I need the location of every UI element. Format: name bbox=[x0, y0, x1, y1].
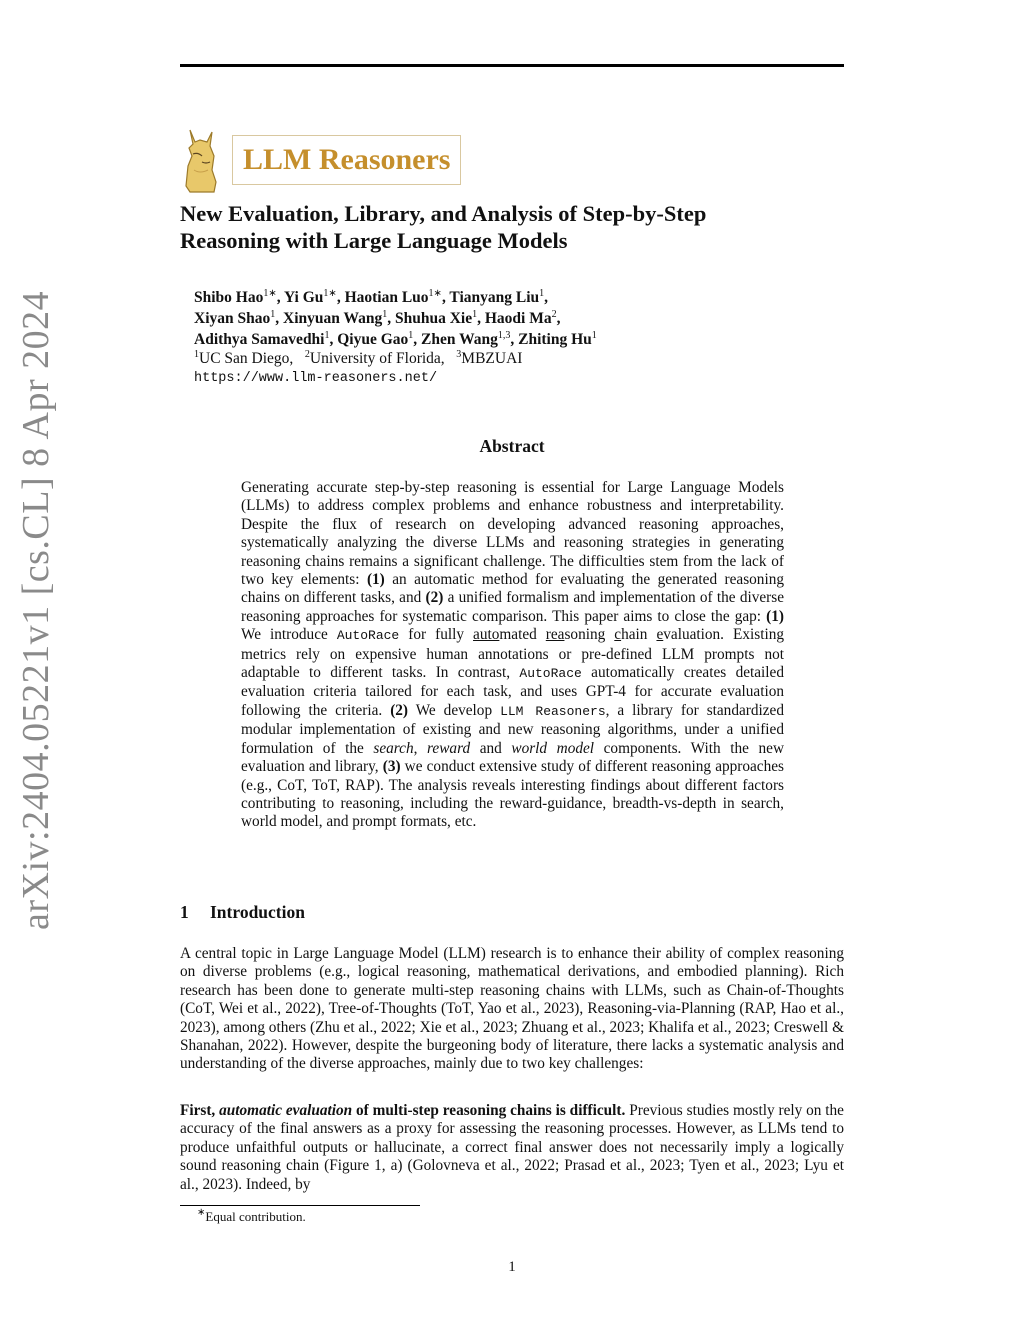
author-line-1: Shibo Hao$^{1∗}$, Yi $Gu^{1∗}$, Haotian Luo$^{1∗}$, Tianyang Liu$^1$, bbox=[194, 288, 549, 306]
section-number: 1 bbox=[180, 902, 189, 922]
author: Zhiting Hu bbox=[518, 331, 592, 348]
author-sup: 1∗ bbox=[323, 288, 337, 299]
intro-paragraph-1: A central topic in Large Language Model (LLM) research is to enhance their ability of complex reasoning on diverse problems (e.g., logical reasoning, mathematical derivations, and embodied planning). Rich research has been done to generate multi-step reasoning chains with LLMs, such as Chain-of-Thoughts (CoT, Wei et al., 2022), Tree-of-Thoughts (ToT, Yao et al., 2023), Reasoning-via-Planning (RAP, Hao et al., 2023), among others (Zhu et al., 2022; Xie et al., 2023; Zhuang et al., 2023; Khalifa et al., 2023; Creswell & Shanahan, 2022). However, despite the burgeoning body of literature, there lacks a systematic analysis and understanding of the diverse approaches, mainly due to two key challenges: bbox=[180, 945, 844, 1073]
author-line-2: Xiyan Shao$^1$, Xinyuan Wang$^1$, Shuhua Xie$^1$, Haodi Ma$^2$, bbox=[194, 309, 561, 327]
title-line-1: New Evaluation, Library, and Analysis of Step-by-Step bbox=[180, 201, 707, 226]
title-line-2: Reasoning with Large Language Models bbox=[180, 228, 568, 253]
author: Tianyang Liu bbox=[449, 289, 540, 306]
affil-sup: 3 bbox=[456, 349, 462, 360]
abstract-body: Generating accurate step-by-step reasoning is essential for Large Language Models (LLMs) to address complex problems and enhance robustness and interpretability. Despite the flux of research on developing advanced reasoning approaches, systematically analyzing the diverse LLMs and reasoning strategies in generating reasoning chains remains a significant challenge. The difficulties stem from the lack of two key elements: (1) an automatic method for evaluating the generated reasoning chains on different tasks, and (2) a unified formalism and implementation of the diverse reasoning approaches for systematic comparison. This paper aims to close the gap: (1) We introduce AutoRace for fully automated reasoning chain evaluation. Existing metrics rely on expensive human annotations or pre-defined LLM prompts not adaptable to different tasks. In contrast, AutoRace automatically creates detailed evaluation criteria tailored for each task, and uses GPT-4 for accurate evaluation following the criteria. (2) We develop LLM Reasoners, a library for standardized modular implementation of existing and new reasoning algorithms, under a unified formulation of the search, reward and world model components. With the new evaluation and library, (3) we conduct extensive study of different reasoning approaches (e.g., CoT, ToT, RAP). The analysis reveals interesting findings about different factors contributing to reasoning, including the reward-guidance, breadth-vs-depth in search, world model, and prompt formats, etc. bbox=[241, 479, 785, 831]
author: Haodi Ma bbox=[484, 310, 552, 327]
author-sup: 1∗ bbox=[263, 288, 277, 299]
intro-paragraph-2: First, automatic evaluation of multi-step reasoning chains is difficult. Previous studies mostly rely on the accuracy of the final answers as a proxy for assessing the reasoning processes. However, as LLMs tend to produce unfaithful outputs or hallucinate, a correct final answer does not necessarily imply a logically sound reasoning chain (Figure 1, a) (Golovneva et al., 2022; Prasad et al., 2023; Tyen et al., 2023; Lyu et al., 2023). Indeed, by bbox=[180, 1102, 844, 1193]
abstract-heading: Abstract bbox=[479, 436, 545, 456]
llama-icon bbox=[180, 126, 222, 194]
author-sup: 1 bbox=[539, 288, 545, 299]
author-sup: 1 bbox=[472, 309, 478, 320]
top-rule bbox=[180, 64, 844, 67]
author: Xinyuan Wang bbox=[283, 310, 383, 327]
affiliation: MBZUAI bbox=[461, 350, 523, 367]
footnote bbox=[197, 1209, 306, 1225]
author-line-3: Adithya Samavedhi$^1$, Qiyue Gao$^1$, Zhen Wang$^{1,3}$, Zhiting Hu$^1$ bbox=[194, 330, 597, 348]
logo bbox=[180, 130, 461, 190]
author: Adithya Samavedhi bbox=[194, 331, 325, 348]
affil-sup: 1 bbox=[194, 349, 199, 360]
author: Xiyan Shao bbox=[194, 310, 271, 327]
logo-wordmark: LLM Reasoners bbox=[243, 143, 451, 176]
paper-title bbox=[180, 200, 844, 254]
section-heading bbox=[180, 902, 305, 923]
author-list bbox=[194, 287, 834, 350]
footnote-text: Equal contribution. bbox=[205, 1209, 306, 1224]
affiliation: UC San Diego, bbox=[199, 350, 294, 367]
author-sup: 1 bbox=[382, 309, 388, 320]
footnote-mark: ∗ bbox=[197, 1207, 206, 1218]
page-number: 1 bbox=[508, 1259, 516, 1275]
author-sup: 1,3 bbox=[497, 330, 511, 341]
affiliation: University of Florida, bbox=[309, 350, 445, 367]
author: Shibo Hao bbox=[194, 289, 264, 306]
author-sup: 2 bbox=[551, 309, 557, 320]
author-sup: 1 bbox=[591, 330, 597, 341]
affiliations bbox=[194, 350, 522, 368]
footnote-rule bbox=[180, 1205, 420, 1206]
author: Yi Gu bbox=[283, 289, 324, 306]
author-sup: 1∗ bbox=[428, 288, 442, 299]
project-url[interactable]: https://www.llm-reasoners.net/ bbox=[194, 371, 438, 386]
author-sup: 1 bbox=[408, 330, 414, 341]
author-sup: 1 bbox=[324, 330, 330, 341]
affil-sup: 2 bbox=[304, 349, 310, 360]
author-sup: 1 bbox=[270, 309, 276, 320]
author: Qiyue Gao bbox=[337, 331, 409, 348]
logo-wordmark-box bbox=[232, 135, 461, 185]
section-title: Introduction bbox=[210, 902, 305, 922]
author: Zhen Wang bbox=[421, 331, 498, 348]
arxiv-sidebar-stamp: arXiv:2404.05221v1 [cs.CL] 8 Apr 2024 bbox=[15, 290, 57, 930]
author: Shuhua Xie bbox=[394, 310, 473, 327]
author: Haotian Luo bbox=[344, 289, 429, 306]
